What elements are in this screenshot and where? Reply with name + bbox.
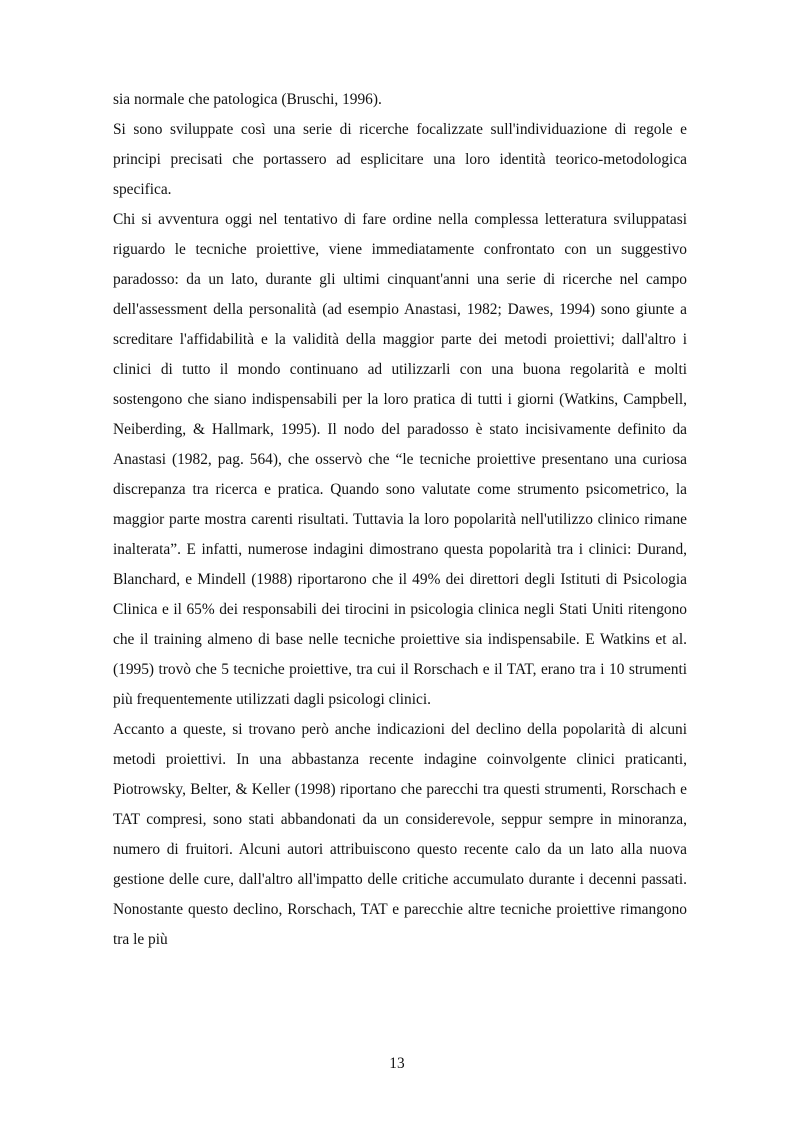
- page-body: [113, 85, 687, 955]
- paragraph-research-identity: Si sono sviluppate così una serie di ricerche focalizzate sull'individuazione di regole e principi precisati che portassero ad esplicitare una loro identità teorico-metodologica specifica.: [113, 121, 687, 198]
- paragraph-paradox: Chi si avventura oggi nel tentativo di fare ordine nella complessa letteratura sviluppatasi riguardo le tecniche proiettive, viene immediatamente confrontato con un suggestivo paradosso: da un lato, durante gli ultimi cinquant'anni una serie di ricerche nel campo dell'assessment della personalità (ad esempio Anastasi, 1982; Dawes, 1994) sono giunte a screditare l'affidabilità e la validità della maggior parte dei metodi proiettivi; dall'altro i clinici di tutto il mondo continuano ad utilizzarli con una buona regolarità e molti sostengono che siano indispensabili per la loro pratica di tutti i giorni (Watkins, Campbell, Neiberding, & Hallmark, 1995). Il nodo del paradosso è stato incisivamente definito da Anastasi (1982, pag. 564), che osservò che “le tecniche proiettive presentano una curiosa discrepanza tra ricerca e pratica. Quando sono valutate come strumento psicometrico, la maggior parte mostra carenti risultati. Tuttavia la loro popolarità nell'utilizzo clinico rimane inalterata”. E infatti, numerose indagini dimostrano questa popolarità tra i clinici: Durand, Blanchard, e Mindell (1988) riportarono che il 49% dei direttori degli Istituti di Psicologia Clinica e il 65% dei responsabili dei tirocini in psicologia clinica negli Stati Uniti ritengono che il training almeno di base nelle tecniche proiettive sia indispensabile. E Watkins et al. (1995) trovò che 5 tecniche proiettive, tra cui il Rorschach e il TAT, erano tra i 10 strumenti più frequentemente utilizzati dagli psicologi clinici.: [113, 211, 687, 708]
- paragraph-continuation: sia normale che patologica (Bruschi, 1996).: [113, 91, 382, 108]
- page-number: 13: [389, 1055, 405, 1072]
- paragraph-decline: Accanto a queste, si trovano però anche indicazioni del declino della popolarità di alcuni metodi proiettivi. In una abbastanza recente indagine coinvolgente clinici praticanti, Piotrowsky, Belter, & Keller (1998) riportano che parecchi tra questi strumenti, Rorschach e TAT compresi, sono stati abbandonati da un considerevole, seppur sempre in minoranza, numero di fruitori. Alcuni autori attribuiscono questo recente calo da un lato alla nuova gestione delle cure, dall'altro all'impatto delle critiche accumulato durante i decenni passati. Nonostante questo declino, Rorschach, TAT e parecchie altre tecniche proiettive rimangono tra le più: [113, 721, 687, 948]
